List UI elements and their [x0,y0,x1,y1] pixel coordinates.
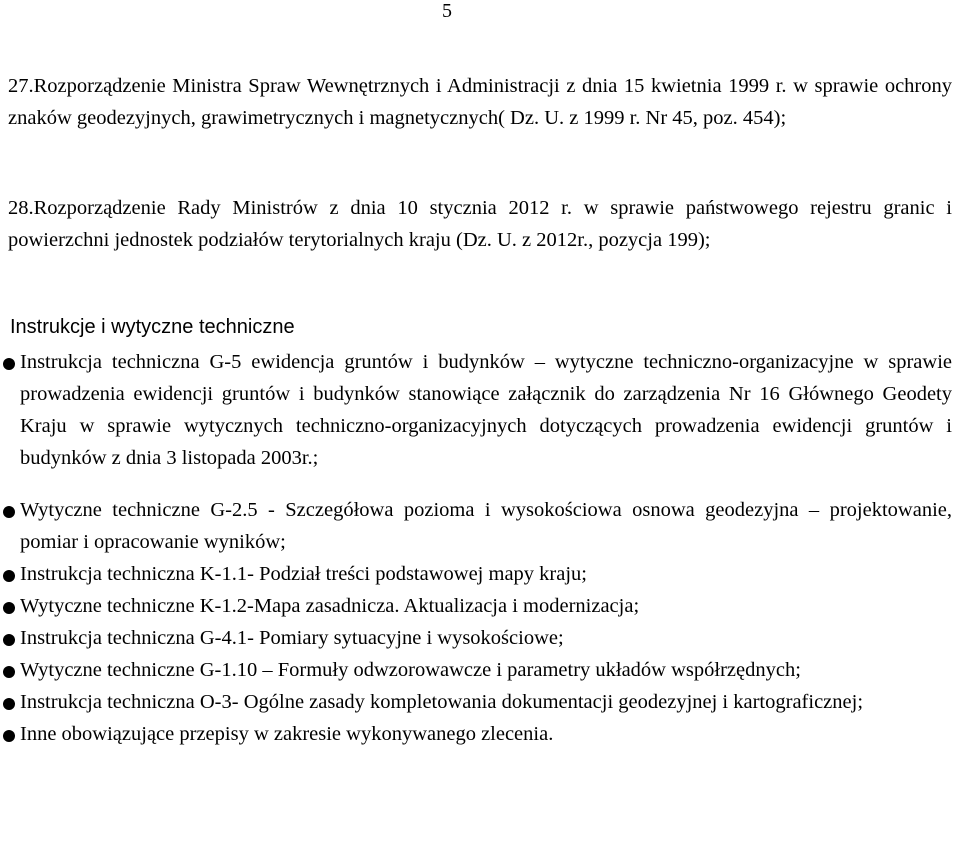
list-item-text: Wytyczne techniczne G-2.5 - Szczegółowa pozioma i wysokościowa osnowa geodezyjna – projektowanie, pomiar i opracowanie wyników; [20,499,952,553]
section-heading: Instrukcje i wytyczne techniczne [10,316,295,338]
list-item-text: Instrukcja techniczna K-1.1- Podział treści podstawowej mapy kraju; [20,563,587,585]
bullet-icon [3,506,15,518]
regulation-item-28: 28.Rozporządzenie Rady Ministrów z dnia 10 stycznia 2012 r. w sprawie państwowego rejestru granic i powierzchni jednostek podziałów terytorialnych kraju (Dz. U. z 2012r., pozycja 199); [8,197,952,251]
bullet-icon [3,730,15,742]
list-item-text: Wytyczne techniczne G-1.10 – Formuły odwzorowawcze i parametry układów współrzędnych; [20,659,801,681]
list-item-text: Instrukcja techniczna G-4.1- Pomiary sytuacyjne i wysokościowe; [20,627,564,649]
bullet-icon [3,358,15,370]
list-item-text: Instrukcja techniczna O-3- Ogólne zasady kompletowania dokumentacji geodezyjnej i kartograficznej; [20,691,864,713]
list-item [0,622,952,654]
bullet-icon [3,570,15,582]
bullet-icon [3,634,15,646]
bullet-icon [3,698,15,710]
regulation-item-27: 27.Rozporządzenie Ministra Spraw Wewnętrznych i Administracji z dnia 15 kwietnia 1999 r. w sprawie ochrony znaków geodezyjnych, grawimetrycznych i magnetycznych( Dz. U. z 1999 r. Nr 45, poz. 454); [8,75,952,129]
list-item [0,494,952,558]
list-item [0,718,952,750]
bullet-icon [3,666,15,678]
list-item [0,346,952,474]
list-item-text: Instrukcja techniczna G-5 ewidencja gruntów i budynków – wytyczne techniczno-organizacyjne w sprawie prowadzenia ewidencji gruntów i budynków stanowiące załącznik do zarządzenia Nr 16 Głównego Geodety Kraju w sprawie wytycznych techniczno-organizacyjnych dotyczących prowadzenia ewidencji gruntów i budynków z dnia 3 listopada 2003r.; [20,351,952,469]
list-item-text: Inne obowiązujące przepisy w zakresie wykonywanego zlecenia. [20,723,554,745]
list-item [0,654,952,686]
guidelines-list [0,346,960,750]
list-item [0,686,952,718]
list-item-text: Wytyczne techniczne K-1.2-Mapa zasadnicza. Aktualizacja i modernizacja; [20,595,640,617]
page-number: 5 [442,0,452,22]
list-item [0,558,952,590]
list-item [0,590,952,622]
bullet-icon [3,602,15,614]
